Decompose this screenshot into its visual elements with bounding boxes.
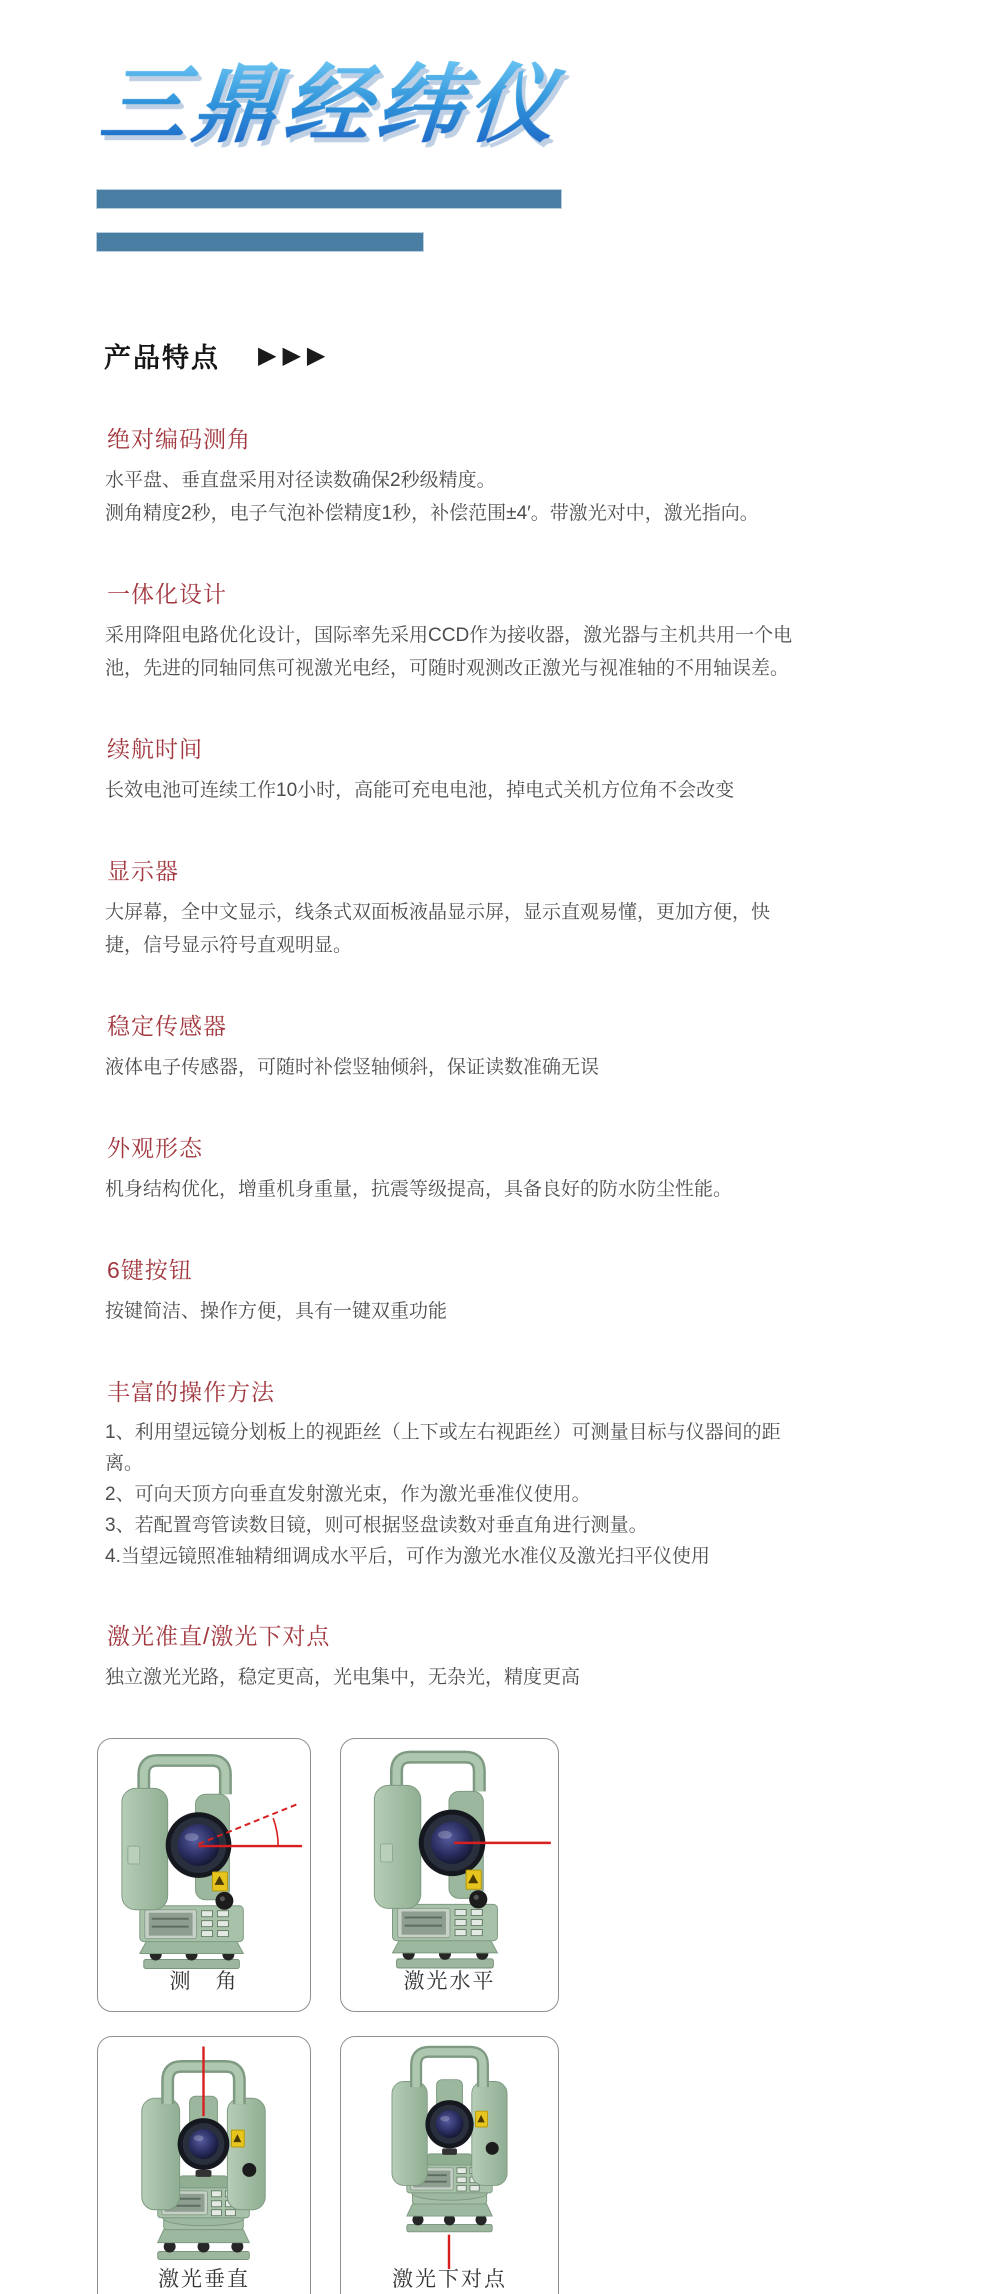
section-text: 采用降阻电路优化设计，国际率先采用CCD作为接收器，激光器与主机共用一个电池，先进的同轴同焦可视激光电经，可随时观测改正激光与视准轴的不用轴误差。 bbox=[105, 624, 793, 679]
theodolite-laser-horizontal-image bbox=[341, 1743, 558, 1975]
section-text: 液体电子传感器，可随时补偿竖轴倾斜，保证读数准确无误 bbox=[105, 1056, 600, 1078]
section-heading: 激光准直/激光下对点 bbox=[107, 1622, 331, 1649]
triple-arrow-icon: ▶▶▶ bbox=[258, 341, 332, 369]
section-text: 机身结构优化，增重机身重量，抗震等级提高，具备良好的防水防尘性能。 bbox=[105, 1178, 733, 1200]
section-heading: 显示器 bbox=[107, 857, 179, 884]
gallery-label: 激光水平 bbox=[403, 1969, 496, 1993]
theodolite-laser-plummet-image bbox=[341, 2041, 558, 2273]
section-heading: 外观形态 bbox=[107, 1134, 203, 1161]
features-header-label: 产品特点 bbox=[104, 342, 220, 373]
section-integrated-design bbox=[105, 576, 797, 685]
section-text: 按键简洁、操作方便，具有一键双重功能 bbox=[105, 1300, 448, 1322]
section-text: 独立激光光路，稳定更高，光电集中，无杂光，精度更高 bbox=[105, 1666, 581, 1688]
section-heading: 稳定传感器 bbox=[107, 1012, 227, 1039]
section-six-keys bbox=[105, 1252, 797, 1328]
section-text: 水平盘、垂直盘采用对径读数确保2秒级精度。 bbox=[105, 469, 496, 491]
gallery-box-angle-measure bbox=[97, 1738, 311, 2012]
theodolite-laser-vertical-image bbox=[98, 2041, 310, 2273]
section-heading: 丰富的操作方法 bbox=[107, 1378, 275, 1405]
features-header bbox=[104, 336, 1000, 375]
operation-item-2: 2、可向天顶方向垂直发射激光束，作为激光垂准仪使用。 bbox=[105, 1483, 591, 1505]
section-heading: 绝对编码测角 bbox=[107, 425, 251, 452]
section-heading: 续航时间 bbox=[107, 735, 203, 762]
section-text: 长效电池可连续工作10小时，高能可充电电池，掉电式关机方位角不会改变 bbox=[105, 779, 735, 801]
gallery-box-laser-vertical bbox=[97, 2036, 311, 2294]
feature-sections bbox=[105, 421, 797, 1694]
page-title: 三鼎经纬仪 bbox=[96, 56, 665, 155]
operation-item-3: 3、若配置弯管读数目镜，则可根据竖盘读数对垂直角进行测量。 bbox=[105, 1514, 648, 1536]
section-absolute-encoding bbox=[105, 421, 797, 530]
section-text: 测角精度2秒，电子气泡补偿精度1秒，补偿范围±4′。带激光对中，激光指向。 bbox=[105, 502, 759, 524]
gallery-label: 激光垂直 bbox=[158, 2267, 250, 2291]
section-heading: 6键按钮 bbox=[107, 1256, 193, 1283]
gallery-label: 测 角 bbox=[169, 1969, 239, 1993]
operation-item-1: 1、利用望远镜分划板上的视距丝（上下或左右视距丝）可测量目标与仪器间的距离。 bbox=[105, 1421, 781, 1474]
section-laser-alignment bbox=[105, 1618, 797, 1694]
section-heading: 一体化设计 bbox=[107, 580, 227, 607]
angle-arc bbox=[273, 1818, 278, 1846]
gallery-box-laser-horizontal bbox=[340, 1738, 559, 2012]
gallery-label: 激光下对点 bbox=[392, 2267, 507, 2291]
section-stable-sensor bbox=[105, 1008, 797, 1084]
section-operation-methods bbox=[105, 1374, 797, 1572]
instrument-gallery bbox=[97, 1738, 1000, 2294]
operation-item-4: 4.当望远镜照准轴精细调成水平后，可作为激光水准仪及激光扫平仪使用 bbox=[105, 1545, 710, 1567]
section-battery-life bbox=[105, 731, 797, 807]
section-display bbox=[105, 853, 797, 962]
decorative-bar-bottom bbox=[96, 232, 424, 252]
gallery-box-laser-plummet bbox=[340, 2036, 559, 2294]
section-appearance bbox=[105, 1130, 797, 1206]
section-text: 大屏幕，全中文显示，线条式双面板液晶显示屏，显示直观易懂，更加方便，快捷，信号显示符号直观明显。 bbox=[105, 901, 771, 956]
decorative-bar-top bbox=[96, 189, 562, 209]
theodolite-angle-measure-image bbox=[98, 1743, 310, 1975]
